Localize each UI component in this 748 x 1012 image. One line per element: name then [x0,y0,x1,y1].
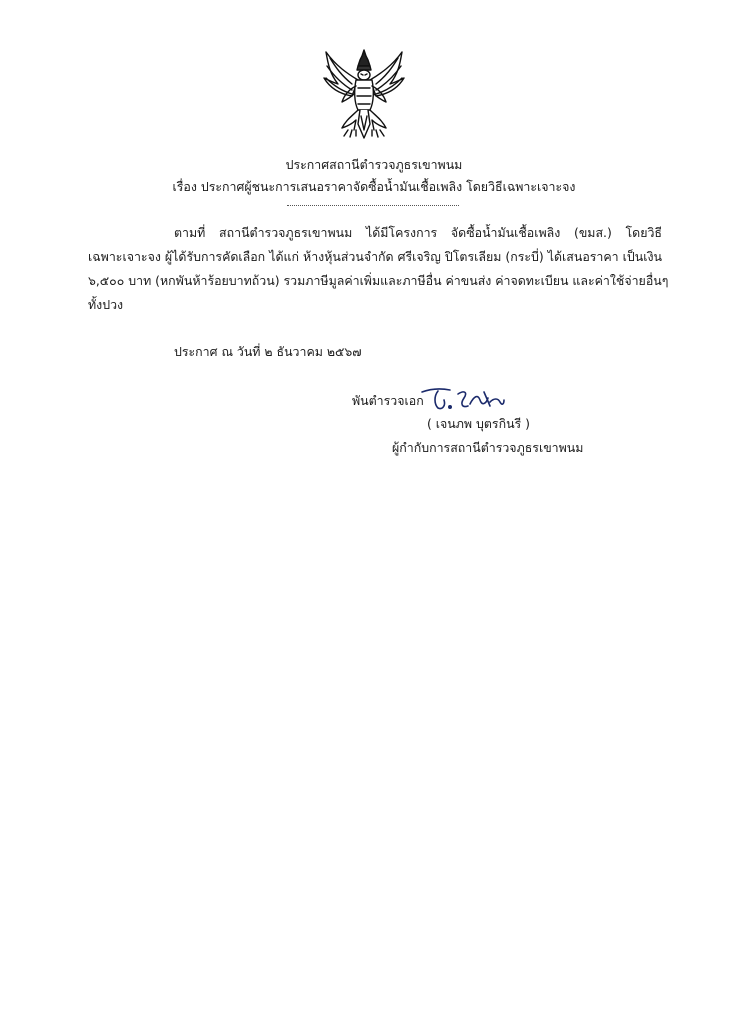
divider-dots [287,205,459,206]
body-line-2: เฉพาะเจาะจง ผู้ได้รับการคัดเลือก ได้แก่ ห้างหุ้นส่วนจำกัด ศรีเจริญ ปิโตรเลียม (กระบี่) ได้เสนอราคา เป็นเงิน [88,249,662,264]
signer-rank: พันตำรวจเอก [352,393,424,408]
announce-date: ประกาศ ณ วันที่ ๒ ธันวาคม ๒๕๖๗ [174,344,362,359]
garuda-emblem-icon [318,44,410,144]
signer-name: ( เจนภพ บุตรกินรี ) [427,416,530,431]
body-line-3: ๖,๕๐๐ บาท (หกพันห้าร้อยบาทถ้วน) รวมภาษีมูลค่าเพิ่มและภาษีอื่น ค่าขนส่ง ค่าจดทะเบียน และค่าใช้จ่ายอื่นๆ [88,273,669,288]
signer-position: ผู้กำกับการสถานีตำรวจภูธรเขาพนม [392,440,584,455]
body-line-1-text: ตามที่ สถานีตำรวจภูธรเขาพนม ได้มีโครงการ จัดซื้อน้ำมันเชื้อเพลิง (ขมส.) โดยวิธี [174,225,662,240]
body-line-4: ทั้งปวง [88,297,124,312]
signature [420,386,506,414]
body-line-1 [88,225,662,241]
document-title: ประกาศสถานีตำรวจภูธรเขาพนม [285,157,463,172]
document-subject: เรื่อง ประกาศผู้ชนะการเสนอราคาจัดซื้อน้ำมันเชื้อเพลิง โดยวิธีเฉพาะเจาะจง [172,179,576,194]
